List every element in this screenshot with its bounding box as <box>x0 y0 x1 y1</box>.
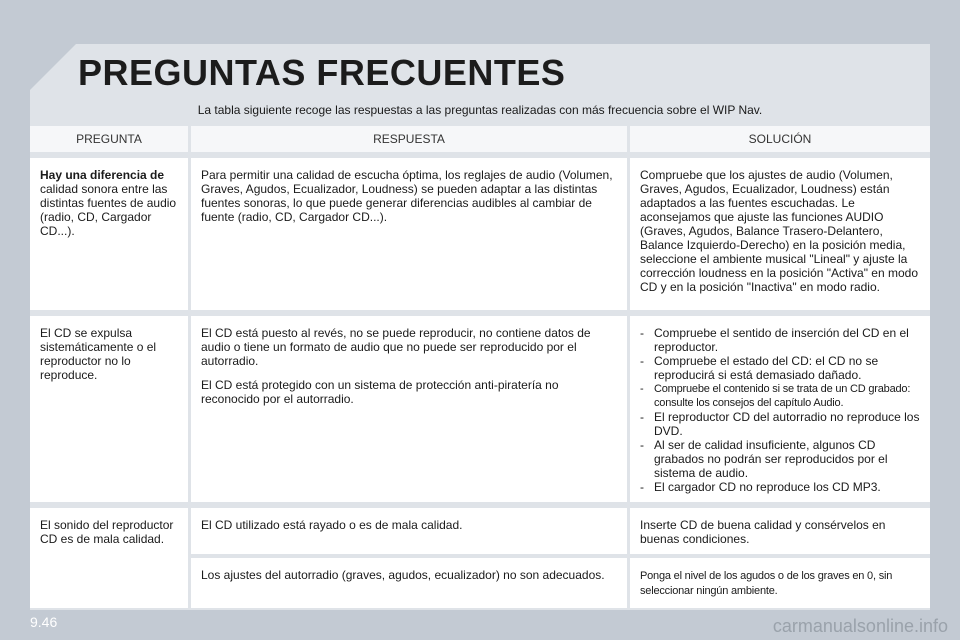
row3-answer-b-text: Los ajustes del autorradio (graves, agudos, ecualizador) no son adecuados. <box>201 568 605 582</box>
row3-answer-a <box>191 508 627 554</box>
row1-question-text: calidad sonora entre las distintas fuentes de audio (radio, CD, Cargador CD...). <box>40 182 177 238</box>
row2-question <box>30 316 188 502</box>
row3-solution-b-text: Ponga el nivel de los agudos o de los graves en 0, sin seleccionar ningún ambiente. <box>640 570 893 597</box>
watermark: carmanualsonline.info <box>772 616 948 636</box>
header-answer: RESPUESTA <box>191 126 627 152</box>
list-item: - El cargador CD no reproduce los CD MP3. <box>640 480 920 494</box>
row3-question <box>30 508 188 608</box>
row2-solution <box>630 316 930 502</box>
row2-question-text: El CD se expulsa sistemáticamente o el reproductor no lo reproduce. <box>40 326 157 382</box>
list-item: - Compruebe el estado del CD: el CD no se reproducirá si está demasiado dañado. <box>640 354 920 382</box>
row3-answer-a-text: El CD utilizado está rayado o es de mala calidad. <box>201 518 463 532</box>
row2-answer-p2: El CD está protegido con un sistema de protección anti-piratería no reconocido por el autorradio. <box>201 378 559 406</box>
row2-answer <box>191 316 627 502</box>
row1-solution-text: Compruebe que los ajustes de audio (Volumen, Graves, Agudos, Ecualizador, Loudness) están adaptados a las fuentes escuchadas. Le aconsejamos que ajuste las funciones AUDIO (Graves, Agudos, Balance Trasero-Delantero, Balance Izquierdo-Derecho) en la posición media, seleccione el ambiente musical "Lineal" y ajuste la corrección loudness en la posición "Activa" en modo CD y en la posición "Inactiva" en modo radio. <box>640 168 919 294</box>
header-question: PREGUNTA <box>30 126 188 152</box>
page-number: 9.46 <box>30 614 58 630</box>
row3-solution-b <box>630 558 930 608</box>
header-solution: SOLUCIÓN <box>630 126 930 152</box>
list-item: - Al ser de calidad insuficiente, algunos CD grabados no podrán ser reproducidos por el sistema de audio. <box>640 438 920 480</box>
list-item: - El reproductor CD del autorradio no reproduce los DVD. <box>640 410 920 438</box>
row3-solution-a <box>630 508 930 554</box>
row2-answer-p1: El CD está puesto al revés, no se puede reproducir, no contiene datos de audio o tiene un formato de audio que no puede ser reproducido por el autorradio. <box>201 326 591 368</box>
row2-solution-list <box>640 326 920 494</box>
row1-question <box>30 158 188 310</box>
row1-answer-text: Para permitir una calidad de escucha óptima, los reglajes de audio (Volumen, Graves, Agudos, Ecualizador, Loudness) se pueden adaptar a las distintas fuentes sonoras, lo que puede generar diferencias audibles al cambiar de fuente (radio, CD, Cargador CD...). <box>201 168 613 224</box>
list-item: - Compruebe el sentido de inserción del CD en el reproductor. <box>640 326 920 354</box>
row1-solution <box>630 158 930 310</box>
page-title: PREGUNTAS FRECUENTES <box>78 52 566 93</box>
row3-question-text: El sonido del reproductor CD es de mala calidad. <box>40 518 174 546</box>
row3-solution-a-text: Inserte CD de buena calidad y consérvelos en buenas condiciones. <box>640 518 886 546</box>
row3-answer-b <box>191 558 627 608</box>
intro-text: La tabla siguiente recoge las respuestas a las preguntas realizadas con más frecuencia sobre el WIP Nav. <box>197 103 763 117</box>
row1-question-bold: Hay una diferencia de <box>40 168 165 182</box>
list-item: - Compruebe el contenido si se trata de un CD grabado: consulte los consejos del capítulo Audio. <box>640 382 920 410</box>
row1-answer <box>191 158 627 310</box>
